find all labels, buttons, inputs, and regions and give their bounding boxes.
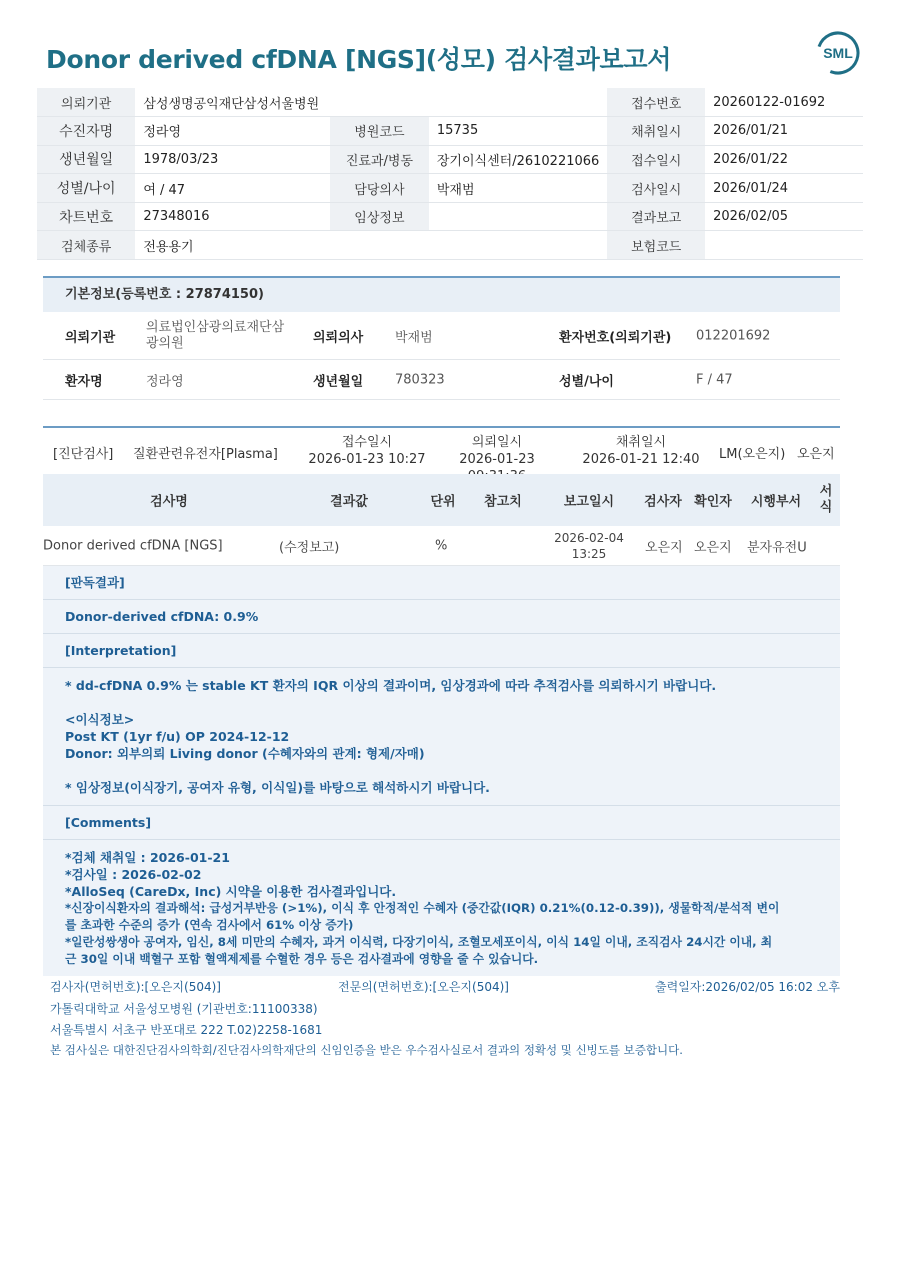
comment-1: *검체 채취일 : 2026-01-21 — [65, 850, 230, 865]
receipt-no-value: 20260122-01692 — [705, 88, 863, 117]
comment-2: *검사일 : 2026-02-02 — [65, 867, 202, 882]
receipt-date-value: 2026/01/22 — [705, 145, 863, 174]
col-form: 서식 — [819, 484, 833, 515]
row-unit: % — [435, 538, 448, 553]
interpretation-header: [Interpretation] — [43, 634, 840, 668]
test-date-value: 2026/01/24 — [705, 174, 863, 203]
basic-name-value: 정라영 — [146, 374, 184, 389]
hospital-code-value: 15735 — [429, 117, 607, 146]
col-reference: 참고치 — [484, 494, 522, 510]
dept-value: 장기이식센터/2610221066 — [429, 145, 607, 174]
report-date-label: 결과보고 — [607, 202, 705, 231]
comment-4b: 를 초과한 수준의 증가 (연속 검사에서 61% 이상 증가) — [65, 918, 354, 932]
institution-value: 삼성생명공익재단삼성서울병원 — [135, 88, 607, 117]
dob-value: 1978/03/23 — [135, 145, 330, 174]
basic-doctor-label: 의뢰의사 — [313, 330, 364, 345]
test-section — [43, 426, 840, 566]
transplant-line-2: Donor: 외부의뢰 Living donor (수혜자와의 관계: 형제/자매) — [65, 746, 425, 761]
dept-label: 진료과/병동 — [330, 145, 429, 174]
insurance-value — [705, 231, 863, 260]
receipt-date-label: 접수일시 — [607, 145, 705, 174]
specimen-value: 전용용기 — [135, 231, 607, 260]
test-receipt-value: 2026-01-23 10:27 — [308, 452, 426, 467]
test-collection — [581, 434, 701, 468]
test-collection-label: 채취일시 — [615, 435, 667, 450]
insurance-label: 보험코드 — [607, 231, 705, 260]
patient-table — [37, 88, 863, 260]
test-info-bar — [43, 428, 840, 474]
basic-info-header: 기본정보(등록번호 : 27874150) — [43, 278, 840, 312]
footer-hospital: 가톨릭대학교 서울성모병원 (기관번호:11100338) — [50, 1002, 318, 1016]
doctor-value: 박재범 — [429, 174, 607, 203]
result-panel — [43, 566, 840, 976]
basic-institution-value: 의료법인삼광의료재단삼광의원 — [146, 319, 285, 351]
interpretation-body — [43, 668, 840, 806]
chart-no-label: 차트번호 — [37, 202, 135, 231]
clinical-info-value — [429, 202, 607, 231]
col-report-date: 보고일시 — [563, 494, 615, 510]
doctor-label: 담당의사 — [330, 174, 429, 203]
footer-printed: 출력일자:2026/02/05 16:02 오후 — [655, 980, 840, 994]
comments-body — [43, 840, 840, 976]
basic-doctor-value: 박재범 — [395, 330, 433, 345]
collection-date-value: 2026/01/21 — [705, 117, 863, 146]
col-result: 결과값 — [330, 494, 368, 510]
test-lm: LM(오은지) — [719, 447, 786, 462]
collection-date-label: 채취일시 — [607, 117, 705, 146]
test-lm-name: 오은지 — [797, 447, 835, 462]
comment-4a: *신장이식환자의 결과해석: 급성거부반응 (>1%), 이식 후 안정적인 수혜자 (중간값(IQR) 0.21%(0.12-0.39)), 생물학적/분석적 변이 — [65, 901, 780, 915]
row-report-time: 13:25 — [571, 546, 607, 561]
col-unit: 단위 — [430, 494, 456, 510]
clinical-info-label: 임상정보 — [330, 202, 429, 231]
comment-5a: *일란성쌍생아 공여자, 임신, 8세 미만의 수혜자, 과거 이식력, 다장기이식, 조혈모세포이식, 이식 14일 이내, 조직검사 24시간 이내, 최 — [65, 935, 773, 949]
test-request-label: 의뢰일시 — [471, 435, 523, 450]
test-subcategory: 질환관련유전자[Plasma] — [133, 447, 278, 462]
col-confirmer: 확인자 — [694, 494, 732, 510]
name-value: 정라영 — [135, 117, 330, 146]
row-result: (수정보고) — [279, 540, 340, 555]
comment-3: *AlloSeq (CareDx, Inc) 시약을 이용한 검사결과입니다. — [65, 884, 397, 899]
basic-institution-label: 의뢰기관 — [65, 330, 116, 345]
comment-5b: 근 30일 이내 백혈구 포함 혈액제제를 수혈한 경우 등은 검사결과에 영향을 줄 수 있습니다. — [65, 952, 539, 966]
basic-dob-label: 생년월일 — [313, 374, 364, 389]
sex-age-label: 성별/나이 — [37, 174, 135, 203]
sex-age-value: 여 / 47 — [135, 174, 330, 203]
basic-name-label: 환자명 — [65, 374, 103, 389]
row-test-name: Donor derived cfDNA [NGS] — [43, 538, 223, 553]
judgement-header: [판독결과] — [43, 566, 840, 600]
test-table-header — [43, 474, 840, 526]
logo-text: SML — [823, 45, 853, 61]
report-title: Donor derived cfDNA [NGS](성모) 검사결과보고서 — [46, 45, 672, 74]
dob-label: 생년월일 — [37, 145, 135, 174]
test-receipt — [297, 434, 437, 468]
basic-sex-age-label: 성별/나이 — [559, 374, 614, 389]
test-row — [43, 526, 840, 566]
row-report-datetime — [549, 530, 629, 562]
receipt-no-label: 접수번호 — [607, 88, 705, 117]
row-dept: 분자유전U — [747, 540, 807, 555]
basic-info-panel — [43, 276, 840, 400]
row-tester: 오은지 — [645, 540, 683, 555]
test-request-value: 2026-01-23 — [459, 452, 535, 467]
col-tester: 검사자 — [644, 494, 682, 510]
row-confirmer: 오은지 — [694, 540, 732, 555]
comments-header: [Comments] — [43, 806, 840, 840]
footer-address: 서울특별시 서초구 반포대로 222 T.02)2258-1681 — [50, 1023, 323, 1037]
specimen-label: 검체종류 — [37, 231, 135, 260]
institution-label: 의뢰기관 — [37, 88, 135, 117]
interp-line-1: * dd-cfDNA 0.9% 는 stable KT 환자의 IQR 이상의 결과이며, 임상경과에 따라 추적검사를 의뢰하시기 바랍니다. — [65, 678, 717, 693]
hospital-code-label: 병원코드 — [330, 117, 429, 146]
test-date-label: 검사일시 — [607, 174, 705, 203]
transplant-line-1: Post KT (1yr f/u) OP 2024-12-12 — [65, 729, 290, 744]
col-test-name: 검사명 — [150, 494, 188, 510]
sml-logo — [815, 30, 861, 76]
test-receipt-label: 접수일시 — [341, 435, 393, 450]
test-collection-value: 2026-01-21 12:40 — [582, 452, 700, 467]
interp-line-2: * 임상정보(이식장기, 공여자 유형, 이식일)를 바탕으로 해석하시기 바랍니다. — [65, 780, 490, 795]
report-date-value: 2026/02/05 — [705, 202, 863, 231]
transplant-header: <이식정보> — [65, 712, 135, 727]
judgement-value: Donor-derived cfDNA: 0.9% — [43, 600, 840, 634]
test-category: [진단검사] — [53, 447, 114, 462]
basic-dob-value: 780323 — [395, 372, 445, 387]
basic-patient-no-label: 환자번호(의뢰기관) — [559, 330, 672, 345]
basic-patient-no-value: 012201692 — [696, 328, 771, 343]
basic-sex-age-value: F / 47 — [696, 372, 733, 387]
name-label: 수진자명 — [37, 117, 135, 146]
row-report-date: 2026-02-04 — [554, 530, 624, 545]
col-dept: 시행부서 — [750, 494, 802, 510]
footer-cert: 본 검사실은 대한진단검사의학회/진단검사의학재단의 신임인증을 받은 우수검사실로서 결과의 정확성 및 신빙도를 보증합니다. — [50, 1043, 683, 1057]
footer-tester: 검사자(면허번호):[오은지(504)] — [50, 980, 221, 994]
chart-no-value: 27348016 — [135, 202, 330, 231]
footer-specialist: 전문의(면허번호):[오은지(504)] — [338, 980, 509, 994]
